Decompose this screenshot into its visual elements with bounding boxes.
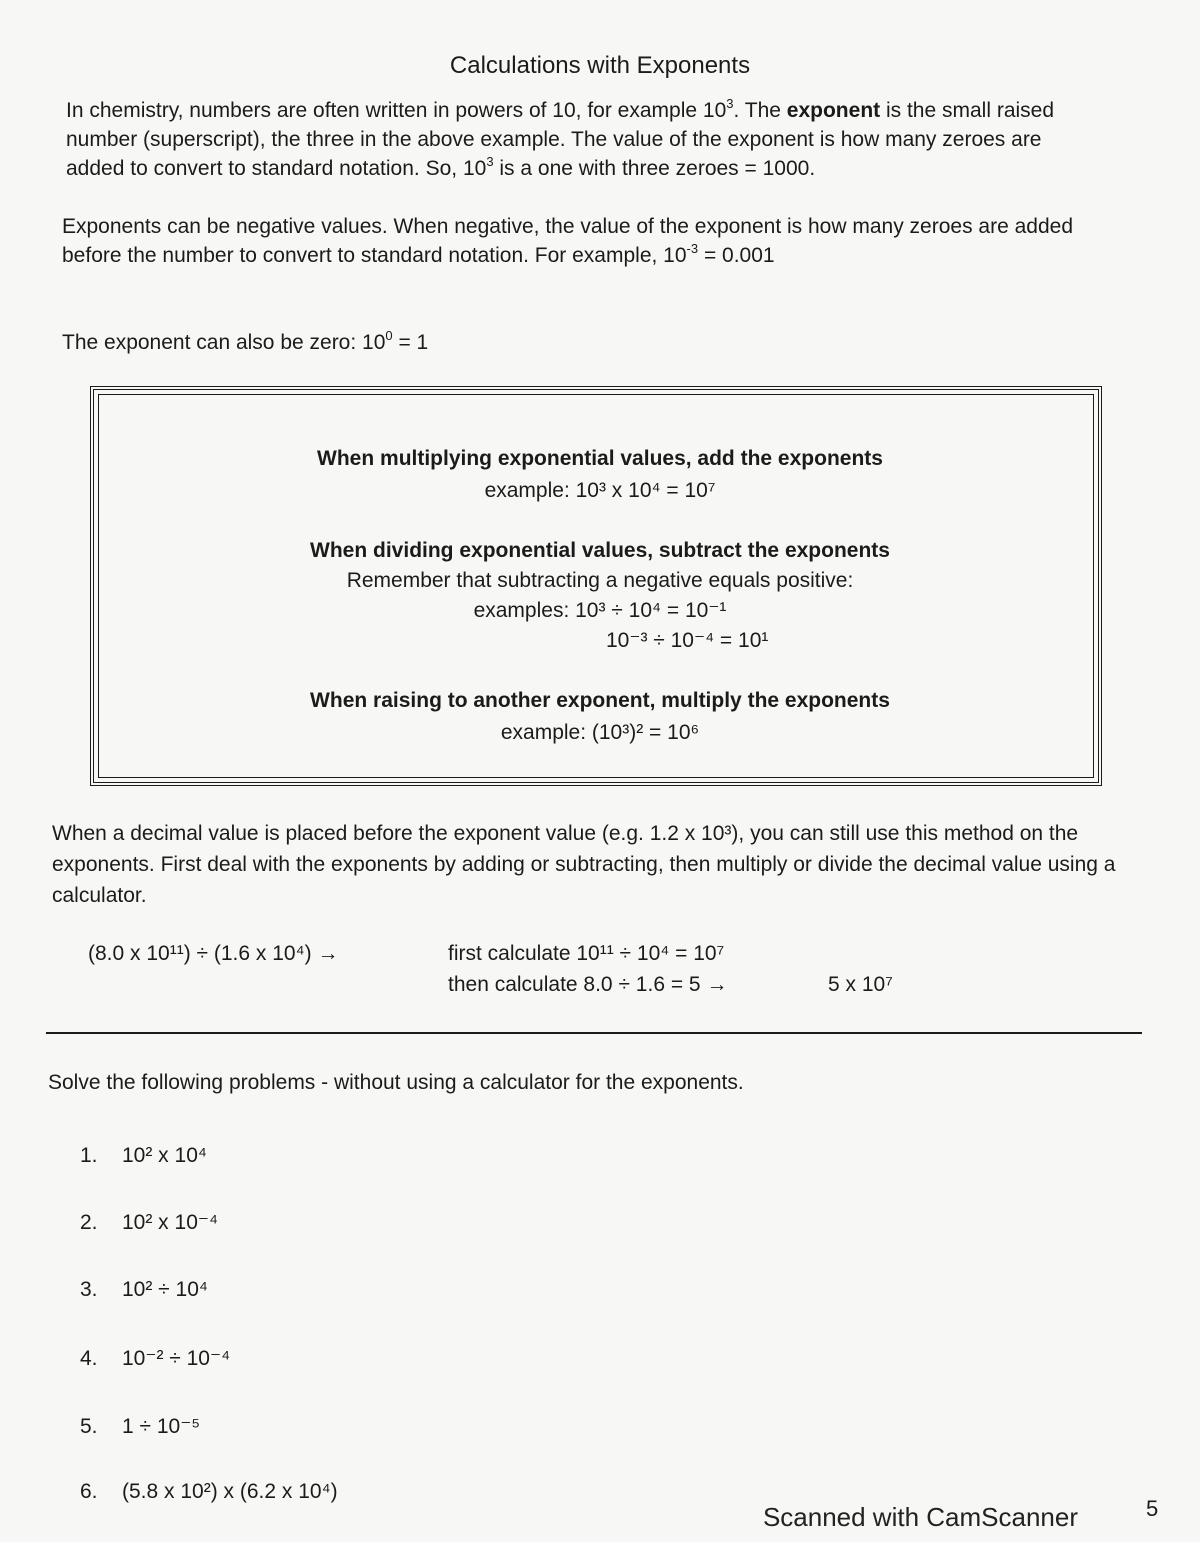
- rule-raise-example: example: (10³)² = 10⁶: [500, 721, 700, 744]
- problem-number: 6.: [80, 1480, 98, 1503]
- rule-multiply-heading-text: When multiplying exponential values, add the exponents: [317, 447, 883, 470]
- rule-divide-note: Remember that subtracting a negative equals positive:: [346, 569, 854, 592]
- intro-p1-sup: 3: [726, 96, 734, 111]
- intro-p3-sup: 0: [385, 328, 393, 343]
- problem-text: 1 ÷ 10⁻⁵: [122, 1415, 201, 1438]
- problem-item: [80, 1278, 208, 1302]
- intro-p1-bold-term: exponent: [786, 99, 881, 122]
- intro-p1-text: In chemistry, numbers are often written in powers of 10, for example 10: [66, 99, 727, 122]
- camscanner-watermark: Scanned with CamScanner: [762, 1502, 1078, 1532]
- problem-item: [80, 1346, 230, 1371]
- intro-p1-mid: . The: [733, 99, 787, 122]
- rule-divide-heading: [0, 536, 1200, 566]
- page-number-mark: 5: [1146, 1496, 1159, 1521]
- decimal-paragraph: When a decimal value is placed before the exponent value (e.g. 1.2 x 10³), you can still use this method on the exponents. First deal with the exponents by adding or subtracting, then multiply or divide the decimal value using a calculator.: [52, 822, 1116, 907]
- intro-p2-sup: -3: [686, 241, 699, 256]
- intro-p3-end: = 1: [392, 331, 429, 354]
- intro-p1-after: is the small raised number (superscript), the three in the above example. The value of the exponent is how many zeroes are added to convert to standard notation. So, 10: [66, 99, 1055, 180]
- intro-paragraph-3: [62, 328, 762, 357]
- problem-item: [80, 1414, 200, 1439]
- decimal-example-result: 5 x 10⁷: [828, 973, 893, 996]
- rule-divide-heading-text: When dividing exponential values, subtract the exponents: [310, 539, 890, 562]
- rule-raise-heading: [0, 686, 1200, 716]
- problem-text: 10² ÷ 10⁴: [122, 1278, 208, 1301]
- problem-item: [80, 1144, 207, 1168]
- section-divider: [46, 1032, 1142, 1034]
- intro-p1-end: is a one with three zeroes = 1000.: [493, 157, 816, 180]
- problems-heading: Solve the following problems - without using a calculator for the exponents.: [48, 1071, 744, 1094]
- problem-text: 10² x 10⁴: [122, 1144, 207, 1167]
- problem-number: 2.: [80, 1211, 98, 1234]
- intro-paragraph-1: [66, 96, 1096, 183]
- intro-p2-end: = 0.001: [698, 244, 775, 267]
- decimal-example-step-1: first calculate 10¹¹ ÷ 10⁴ = 10⁷: [448, 942, 725, 965]
- problem-text: 10² x 10⁻⁴: [122, 1211, 218, 1234]
- problem-number: 4.: [80, 1347, 98, 1370]
- intro-p3-text: The exponent can also be zero: 10: [62, 331, 386, 354]
- rule-divide-example-2: 10⁻³ ÷ 10⁻⁴ = 10¹: [606, 629, 769, 652]
- problem-number: 1.: [80, 1144, 98, 1167]
- intro-paragraph-2: [62, 212, 1102, 270]
- problem-text: (5.8 x 10²) x (6.2 x 10⁴): [122, 1480, 338, 1503]
- intro-p2-text: Exponents can be negative values. When negative, the value of the exponent is how many zeroes are added before the number to convert to standard notation. For example, 10: [62, 215, 1073, 267]
- rule-divide-example-1: examples: 10³ ÷ 10⁴ = 10⁻¹: [473, 599, 727, 622]
- rule-multiply-example: example: 10³ x 10⁴ = 10⁷: [484, 479, 716, 502]
- problem-item: [80, 1480, 338, 1504]
- problem-number: 5.: [80, 1415, 98, 1438]
- decimal-example-expression: (8.0 x 10¹¹) ÷ (1.6 x 10⁴) →: [88, 942, 339, 965]
- decimal-example-step-2: then calculate 8.0 ÷ 1.6 = 5 →: [448, 973, 728, 996]
- problem-item: [80, 1210, 218, 1235]
- problem-text: 10⁻² ÷ 10⁻⁴: [122, 1347, 231, 1370]
- rule-raise-heading-text: When raising to another exponent, multiply the exponents: [310, 689, 890, 712]
- problem-number: 3.: [80, 1278, 98, 1301]
- page-title: Calculations with Exponents: [449, 52, 751, 79]
- intro-p1-sup2: 3: [486, 154, 494, 169]
- rule-multiply-heading: [0, 444, 1200, 474]
